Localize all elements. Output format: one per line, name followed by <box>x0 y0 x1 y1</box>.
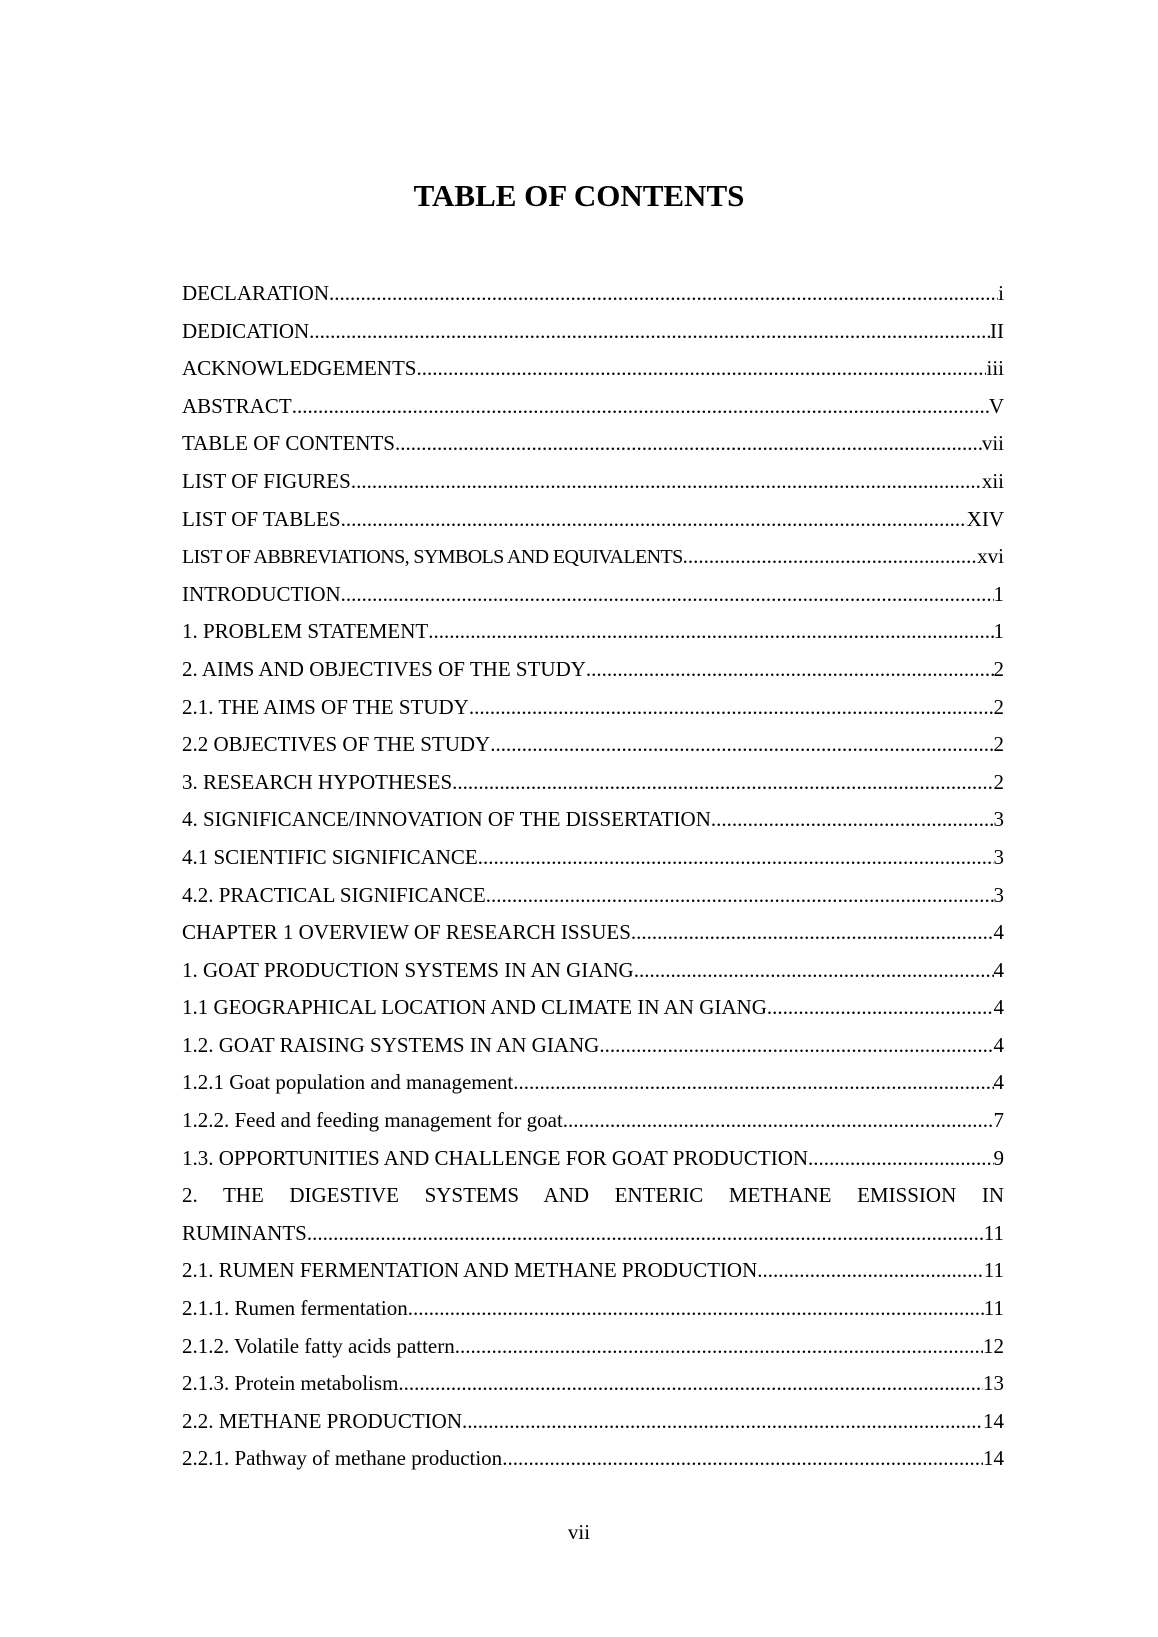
toc-entry-page: 12 <box>983 1333 1004 1358</box>
toc-entry-page: 9 <box>993 1145 1004 1170</box>
dot-leader <box>455 1328 983 1366</box>
toc-entry-page: vii <box>981 431 1004 456</box>
toc-entry[interactable] <box>182 463 1004 501</box>
toc-entry[interactable] <box>182 388 1004 426</box>
toc-entry[interactable] <box>182 275 1004 313</box>
dot-leader <box>428 613 993 651</box>
toc-entry-label: 1.2.2. Feed and feeding management for goat <box>182 1108 563 1133</box>
dot-leader <box>513 1064 993 1102</box>
toc-entry-page: 4 <box>993 1032 1004 1057</box>
toc-entry-label: 2.2 OBJECTIVES OF THE STUDY <box>182 732 491 757</box>
toc-entry[interactable] <box>182 726 1004 764</box>
toc-entry-label: LIST OF FIGURES <box>182 468 351 493</box>
toc-entry-wrapped-line[interactable] <box>182 1177 1004 1215</box>
toc-entry-page: 14 <box>983 1446 1004 1471</box>
toc-entry-page: 1 <box>993 619 1004 644</box>
toc-entry[interactable] <box>182 952 1004 990</box>
toc-entry-page: 3 <box>993 882 1004 907</box>
toc-entry-label: 1.1 GEOGRAPHICAL LOCATION AND CLIMATE IN AN GIANG <box>182 995 767 1020</box>
toc-entry-label: DECLARATION <box>182 281 329 305</box>
toc-entry-page: 2 <box>993 732 1004 757</box>
toc-entry-label: 2.2.1. Pathway of methane production <box>182 1446 503 1471</box>
toc-entry-label: LIST OF ABBREVIATIONS, SYMBOLS AND EQUIVALENTS <box>182 546 683 569</box>
dot-leader <box>341 576 994 614</box>
toc-entry-page: 4 <box>993 1070 1004 1095</box>
dot-leader <box>469 689 994 727</box>
toc-entry-label: ACKNOWLEDGEMENTS <box>182 356 417 381</box>
toc-entry-page: 2 <box>993 769 1004 794</box>
toc-entry[interactable] <box>182 1215 1004 1253</box>
toc-entry-label: RUMINANTS <box>182 1220 307 1245</box>
dot-leader <box>416 350 986 388</box>
toc-entry[interactable] <box>182 313 1004 351</box>
toc-entry-label: INTRODUCTION <box>182 581 341 606</box>
toc-entry-page: II <box>990 318 1004 343</box>
toc-entry[interactable] <box>182 1440 1004 1478</box>
dot-leader <box>351 463 982 501</box>
toc-entry-label: 4.2. PRACTICAL SIGNIFICANCE <box>182 882 486 907</box>
dot-leader <box>329 275 998 313</box>
toc-entry-label: 2.1.1. Rumen fermentation <box>182 1296 408 1321</box>
dot-leader <box>490 726 993 764</box>
toc-entry[interactable] <box>182 989 1004 1027</box>
toc-entry-page: 4 <box>993 920 1004 945</box>
toc-entry-page: 4 <box>993 995 1004 1020</box>
toc-entry-page: 11 <box>983 1220 1004 1245</box>
toc-entry[interactable] <box>182 501 1004 539</box>
toc-entry-page: 3 <box>993 807 1004 832</box>
toc-entry[interactable] <box>182 425 1004 463</box>
toc-entry[interactable] <box>182 576 1004 614</box>
dot-leader <box>452 764 993 802</box>
toc-entry-label: 1.2.1 Goat population and management <box>182 1070 514 1095</box>
toc-entry-label: 2. AIMS AND OBJECTIVES OF THE STUDY <box>182 656 586 681</box>
toc-entry[interactable] <box>182 914 1004 952</box>
toc-entry-label: CHAPTER 1 OVERVIEW OF RESEARCH ISSUES <box>182 920 631 945</box>
toc-entry-page: 4 <box>993 957 1004 982</box>
toc-entry-label: 4.1 SCIENTIFIC SIGNIFICANCE <box>182 844 478 869</box>
toc-entry-label: DEDICATION <box>182 318 310 343</box>
toc-entry-page: 14 <box>983 1408 1004 1433</box>
dot-leader <box>462 1403 983 1441</box>
dot-leader <box>683 538 978 576</box>
toc-entry-label: 3. RESEARCH HYPOTHESES <box>182 769 453 794</box>
toc-entry-page: V <box>988 393 1004 418</box>
dot-leader <box>486 877 994 915</box>
dot-leader <box>307 1215 984 1253</box>
page-title: TABLE OF CONTENTS <box>413 178 745 213</box>
toc-entry-page: 2 <box>993 694 1004 719</box>
dot-leader <box>395 425 982 463</box>
dot-leader <box>309 313 990 351</box>
toc-entry-label: 1.3. OPPORTUNITIES AND CHALLENGE FOR GOAT PRODUCTION <box>182 1145 809 1170</box>
toc-entry-page: xii <box>981 468 1004 493</box>
dot-leader <box>586 651 994 689</box>
toc-entry-page: XIV <box>966 506 1004 531</box>
toc-entry[interactable] <box>182 1403 1004 1441</box>
toc-entry[interactable] <box>182 1328 1004 1366</box>
toc-entry[interactable] <box>182 1252 1004 1290</box>
toc-entry-page: 3 <box>993 844 1004 869</box>
dot-leader <box>631 914 994 952</box>
page-number: vii <box>567 1520 591 1544</box>
toc-entry-label: 2.1. THE AIMS OF THE STUDY <box>182 694 469 719</box>
dot-leader <box>767 989 994 1027</box>
toc-entry-label: 4. SIGNIFICANCE/INNOVATION OF THE DISSERTATION <box>182 807 711 832</box>
toc-entry[interactable] <box>182 764 1004 802</box>
dot-leader <box>808 1140 993 1178</box>
toc-entry-page: 7 <box>993 1108 1004 1133</box>
toc-entry-label: 1.2. GOAT RAISING SYSTEMS IN AN GIANG <box>182 1032 600 1057</box>
toc-entry[interactable] <box>182 1290 1004 1328</box>
toc-entry-page: 2 <box>993 656 1004 681</box>
toc-entry-page: 1 <box>993 581 1004 606</box>
dot-leader <box>711 801 994 839</box>
toc-entry[interactable] <box>182 1365 1004 1403</box>
toc-entry[interactable] <box>182 613 1004 651</box>
toc-entry[interactable] <box>182 1027 1004 1065</box>
toc-entry-label: 2.1. RUMEN FERMENTATION AND METHANE PRODUCTION <box>182 1258 758 1283</box>
toc-entry-page: 11 <box>983 1258 1004 1283</box>
toc-entry-page: iii <box>986 356 1004 381</box>
toc-entry[interactable] <box>182 538 1004 576</box>
toc-entry[interactable] <box>182 689 1004 727</box>
toc-entry-label: TABLE OF CONTENTS <box>182 431 395 456</box>
toc-entry[interactable] <box>182 839 1004 877</box>
toc-entry-page: 11 <box>983 1296 1004 1321</box>
toc-entry[interactable] <box>182 350 1004 388</box>
toc-entry-label: 1. GOAT PRODUCTION SYSTEMS IN AN GIANG <box>182 957 634 982</box>
toc-entry-label: 1. PROBLEM STATEMENT <box>182 619 429 644</box>
toc-entry[interactable] <box>182 1064 1004 1102</box>
dot-leader <box>599 1027 993 1065</box>
dot-leader <box>478 839 994 877</box>
dot-leader <box>502 1440 983 1478</box>
toc-entry-label: ABSTRACT <box>182 393 292 418</box>
toc-entry[interactable] <box>182 1140 1004 1178</box>
dot-leader <box>292 388 989 426</box>
toc-entry-page: xvi <box>977 544 1004 569</box>
toc-entry-page: i <box>998 281 1004 305</box>
dot-leader <box>408 1290 984 1328</box>
toc-entry-page: 13 <box>983 1371 1004 1396</box>
dot-leader <box>563 1102 994 1140</box>
toc-entry-label: 2.1.2. Volatile fatty acids pattern <box>182 1333 455 1358</box>
dot-leader <box>398 1365 983 1403</box>
toc-entry-label: 2. THE DIGESTIVE SYSTEMS AND ENTERIC METHANE EMISSION IN <box>182 1183 1004 1208</box>
dot-leader <box>634 952 994 990</box>
dot-leader <box>341 501 967 539</box>
toc-entry[interactable] <box>182 877 1004 915</box>
toc-entry-label: LIST OF TABLES <box>182 506 341 531</box>
toc-entry[interactable] <box>182 651 1004 689</box>
toc-list <box>182 275 1004 1478</box>
toc-entry[interactable] <box>182 801 1004 839</box>
toc-entry-label: 2.2. METHANE PRODUCTION <box>182 1408 462 1433</box>
toc-entry-label: 2.1.3. Protein metabolism <box>182 1371 399 1396</box>
toc-entry[interactable] <box>182 1102 1004 1140</box>
dot-leader <box>757 1252 984 1290</box>
